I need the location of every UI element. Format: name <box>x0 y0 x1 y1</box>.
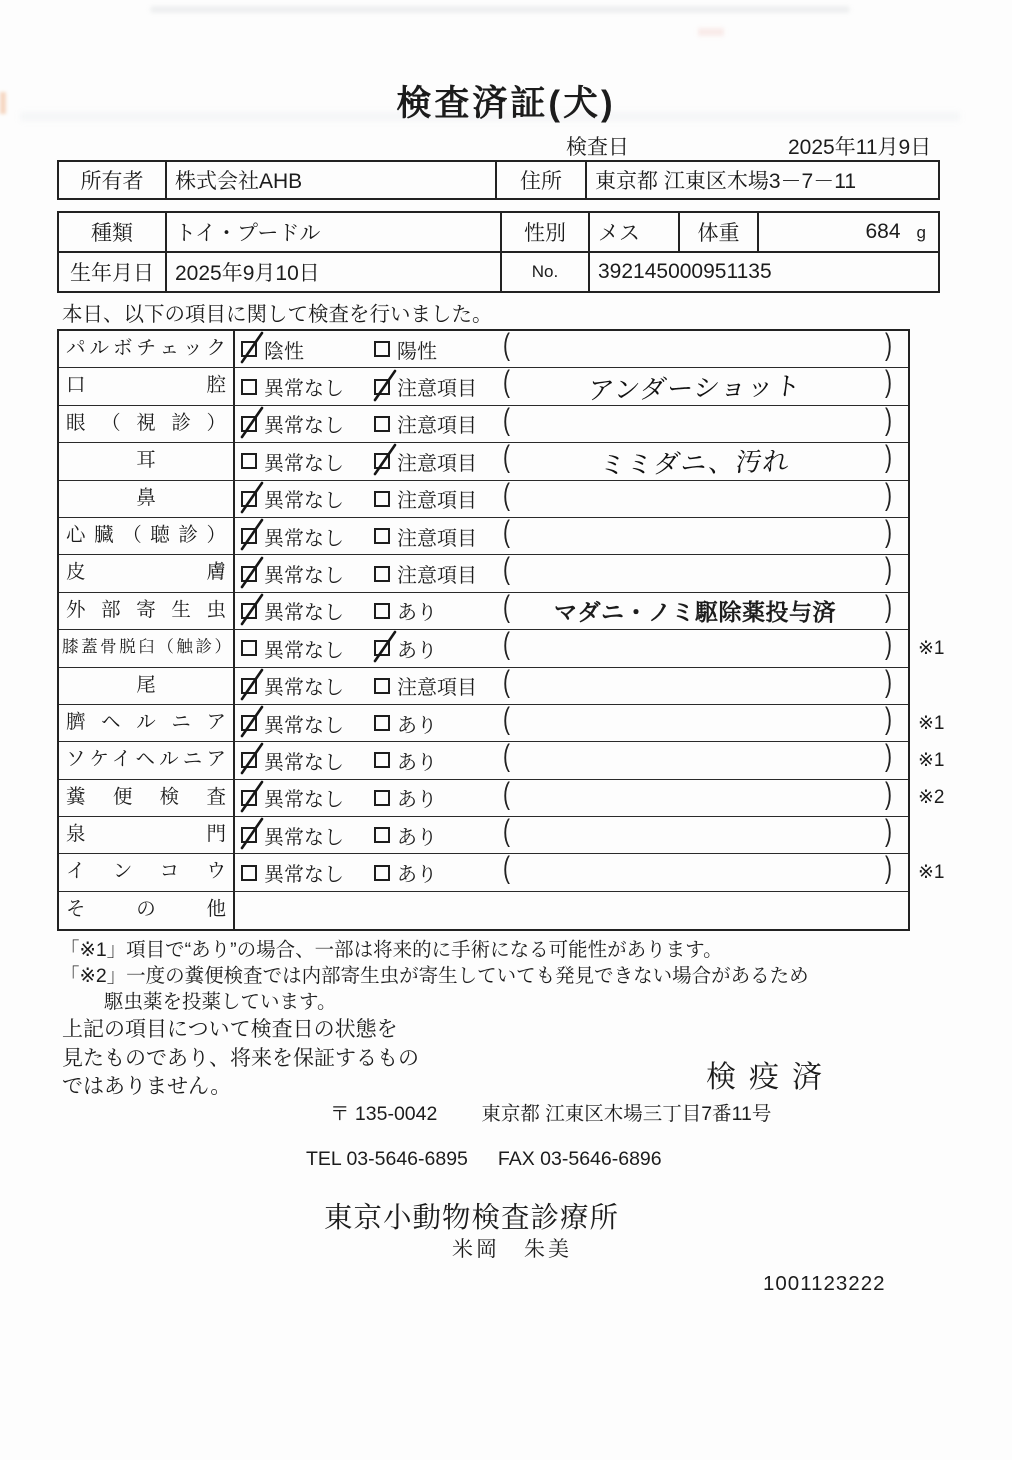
checklist-row <box>59 403 908 443</box>
address-value: 東京都 江東区木場3－7－11 <box>586 161 939 199</box>
checkbox-checked-icon <box>241 678 257 694</box>
inspection-date-value: 2025年11月9日 <box>788 136 932 159</box>
quarantine-passed-stamp: 検疫済 <box>706 1061 835 1094</box>
checkbox-option <box>241 817 344 853</box>
postal-code: 〒 135-0042 <box>330 1103 438 1125</box>
close-paren: ) <box>885 702 892 736</box>
checklist-row <box>59 478 908 518</box>
checkbox-checked-icon <box>241 528 257 544</box>
checklist-row <box>59 777 945 817</box>
open-paren: ( <box>503 702 510 736</box>
open-paren: ( <box>503 552 510 587</box>
scan-streak-artifact <box>150 6 850 13</box>
checkbox-checked-icon <box>374 379 390 395</box>
option-label: 異常なし <box>264 826 344 849</box>
checklist-row <box>59 440 908 480</box>
checkbox-option <box>241 854 344 890</box>
open-paren: ( <box>503 777 510 811</box>
checkbox-unchecked-icon <box>241 865 257 881</box>
row-label: 心臓（聴診） <box>59 518 235 554</box>
checklist-row <box>59 702 945 742</box>
option-label: 注意項目 <box>397 415 477 438</box>
option-label: 異常なし <box>264 452 344 475</box>
row-content <box>235 552 908 591</box>
checkbox-option <box>241 481 344 517</box>
open-paren: ( <box>503 590 510 624</box>
checkbox-option <box>241 668 344 704</box>
close-paren: ) <box>885 552 892 587</box>
close-paren: ) <box>885 627 892 662</box>
clinic-address <box>330 1098 771 1126</box>
checkbox-unchecked-icon <box>374 752 390 768</box>
checkbox-checked-icon <box>241 416 257 432</box>
clinic-name: 東京小動物検査診療所 <box>324 1202 620 1234</box>
checkbox-option <box>241 443 344 479</box>
row-label: 眼（視診） <box>59 406 235 442</box>
row-label: 鼻 <box>59 481 235 517</box>
checkbox-checked-icon <box>241 491 257 507</box>
checkbox-option <box>374 481 477 517</box>
open-paren: ( <box>503 403 510 437</box>
number-value: 392145000951135 <box>589 252 939 292</box>
open-paren: ( <box>503 365 510 400</box>
checkbox-option <box>374 518 477 554</box>
checkbox-checked-icon <box>241 566 257 582</box>
option-label: 異常なし <box>264 751 344 774</box>
option-label: 注意項目 <box>397 677 477 700</box>
checkbox-checked-icon <box>241 827 257 843</box>
fax-number: FAX 03-5646-6896 <box>497 1148 662 1170</box>
row-content <box>235 892 908 929</box>
printed-note: マダニ・ノミ駆除薬投与済 <box>554 599 836 626</box>
open-paren: ( <box>503 665 510 699</box>
close-paren: ) <box>885 478 892 512</box>
checkbox-option <box>374 555 477 591</box>
checkbox-option <box>241 630 344 666</box>
row-label: 口腔 <box>59 368 235 404</box>
footnote-1: 「※1」項目で“あり”の場合、一部は将来的に手術になる可能性があります。 <box>60 939 723 961</box>
disclaimer-line: 上記の項目について検査日の状態を <box>62 1018 398 1041</box>
checklist-row <box>59 627 945 667</box>
option-label: 異常なし <box>264 677 344 700</box>
checkbox-option <box>374 630 437 666</box>
footnote-mark: ※1 <box>918 749 945 771</box>
open-paren: ( <box>503 515 510 549</box>
inspection-date-label: 検査日 <box>566 136 629 159</box>
open-paren: ( <box>503 627 510 662</box>
weight-label: 体重 <box>679 212 758 252</box>
footnote-2: 「※2」一度の糞便検査では内部寄生虫が寄生していても発見できない場合があるため <box>60 965 809 987</box>
checkbox-option <box>374 593 437 629</box>
address-label: 住所 <box>496 161 586 199</box>
row-label: パルボチェック <box>59 331 235 367</box>
checkbox-unchecked-icon <box>241 453 257 469</box>
checkbox-option <box>241 368 344 404</box>
row-content <box>235 739 908 778</box>
option-label: 異常なし <box>264 527 344 550</box>
option-label: 陽性 <box>397 340 437 363</box>
checkbox-option <box>374 742 437 778</box>
checklist-table <box>57 328 945 931</box>
row-content <box>235 365 908 406</box>
clinic-contact <box>306 1148 662 1171</box>
checkbox-unchecked-icon <box>374 678 390 694</box>
option-label: 異常なし <box>264 714 344 737</box>
checklist-row <box>59 665 908 705</box>
checklist-row <box>59 328 908 368</box>
weight-unit: g <box>916 223 926 242</box>
checkbox-checked-icon <box>374 453 390 469</box>
checkbox-option <box>241 406 344 442</box>
footnote-mark: ※1 <box>918 712 945 734</box>
table-row <box>58 252 939 292</box>
close-paren: ) <box>885 814 892 849</box>
row-content <box>235 403 908 442</box>
row-content <box>235 665 908 704</box>
option-label: 異常なし <box>264 378 344 401</box>
page-title: 検査済証(犬) <box>396 84 616 123</box>
option-label: 異常なし <box>264 639 344 662</box>
option-label: あり <box>397 714 437 737</box>
pet-info-table <box>57 211 940 293</box>
checkbox-checked-icon <box>241 715 257 731</box>
close-paren: ) <box>885 852 892 886</box>
checkbox-option <box>374 854 437 890</box>
close-paren: ) <box>885 665 892 699</box>
table-row <box>58 212 939 252</box>
open-paren: ( <box>503 440 510 475</box>
row-content <box>235 440 908 480</box>
row-content <box>235 814 908 853</box>
checkbox-option <box>374 668 477 704</box>
close-paren: ) <box>885 440 892 475</box>
checkbox-unchecked-icon <box>241 379 257 395</box>
option-label: あり <box>397 789 437 812</box>
close-paren: ) <box>885 739 892 774</box>
option-label: 陰性 <box>264 340 304 363</box>
option-label: 異常なし <box>264 789 344 812</box>
row-content <box>235 590 908 629</box>
option-label: あり <box>397 864 437 887</box>
row-label: 外部寄生虫 <box>59 593 235 629</box>
close-paren: ) <box>885 777 892 811</box>
checklist-row <box>59 814 908 854</box>
tel-number: TEL 03-5646-6895 <box>306 1148 468 1170</box>
number-label: No. <box>501 252 589 292</box>
table-row <box>58 161 939 199</box>
weight-value: 684 <box>865 220 901 243</box>
scan-speck-artifact <box>698 28 724 36</box>
row-label: ソケイヘルニア <box>59 742 235 778</box>
checkbox-checked-icon <box>374 640 390 656</box>
checkbox-unchecked-icon <box>374 865 390 881</box>
checkbox-unchecked-icon <box>241 640 257 656</box>
checkbox-unchecked-icon <box>374 566 390 582</box>
checkbox-option <box>374 817 437 853</box>
footnote-mark: ※1 <box>918 637 945 659</box>
row-label: 泉門 <box>59 817 235 853</box>
row-content <box>235 702 908 741</box>
row-label: 尾 <box>59 668 235 704</box>
footnote-2-continued: 駆虫薬を投薬しています。 <box>104 991 337 1013</box>
option-label: 注意項目 <box>397 378 477 401</box>
checklist-row <box>59 552 908 592</box>
row-content <box>235 328 908 367</box>
row-content <box>235 777 908 816</box>
row-label: 糞便検査 <box>59 780 235 816</box>
checkbox-option <box>241 331 304 367</box>
open-paren: ( <box>503 328 510 362</box>
row-content <box>235 627 908 666</box>
checkbox-option <box>374 780 437 816</box>
checkbox-checked-icon <box>241 341 257 357</box>
checklist-row <box>59 365 908 406</box>
checkbox-option <box>241 593 344 629</box>
option-label: 異常なし <box>264 490 344 513</box>
open-paren: ( <box>503 852 510 886</box>
checklist-row <box>59 892 908 929</box>
option-label: あり <box>397 639 437 662</box>
checkbox-unchecked-icon <box>374 491 390 507</box>
option-label: あり <box>397 602 437 625</box>
sex-value: メス <box>589 212 679 252</box>
checkbox-unchecked-icon <box>374 715 390 731</box>
option-label: 注意項目 <box>397 490 477 513</box>
row-label: 皮膚 <box>59 555 235 591</box>
breed-value: トイ・プードル <box>166 212 501 252</box>
disclaimer-text <box>62 1016 419 1102</box>
checkbox-option <box>374 406 477 442</box>
open-paren: ( <box>503 814 510 849</box>
checkbox-option <box>241 555 344 591</box>
birthdate-label: 生年月日 <box>58 252 166 292</box>
intro-sentence: 本日、以下の項目に関して検査を行いました。 <box>62 303 493 326</box>
disclaimer-line: 見たものであり、将来を保証するもの <box>62 1046 419 1070</box>
close-paren: ) <box>885 365 892 400</box>
checkbox-option <box>241 742 344 778</box>
checkbox-option <box>374 331 437 367</box>
checkbox-checked-icon <box>241 603 257 619</box>
row-label: 臍ヘルニア <box>59 705 235 741</box>
disclaimer-line: ではありません。 <box>62 1075 232 1098</box>
row-label: インコウ <box>59 854 235 890</box>
checkbox-option <box>374 705 437 741</box>
checkbox-option <box>241 705 344 741</box>
street-address: 東京都 江東区木場三丁目7番11号 <box>481 1103 772 1125</box>
checkbox-checked-icon <box>241 790 257 806</box>
serial-number: 1001123222 <box>763 1272 886 1295</box>
open-paren: ( <box>503 739 510 774</box>
checkbox-option <box>374 443 477 479</box>
option-label: あり <box>397 826 437 849</box>
checkbox-unchecked-icon <box>374 341 390 357</box>
option-label: 注意項目 <box>397 565 477 588</box>
option-label: あり <box>397 751 437 774</box>
checkbox-unchecked-icon <box>374 827 390 843</box>
row-label: 膝蓋骨脱臼（触診） <box>59 630 235 666</box>
row-label: その他 <box>59 892 235 929</box>
checklist-row <box>59 515 908 555</box>
veterinarian-name: 米岡 朱美 <box>452 1238 572 1261</box>
row-content <box>235 515 908 554</box>
handwritten-note: アンダーショット <box>586 370 804 406</box>
close-paren: ) <box>885 590 892 624</box>
checkbox-option <box>241 780 344 816</box>
checkbox-option <box>374 368 477 404</box>
row-label: 耳 <box>59 443 235 479</box>
checkbox-unchecked-icon <box>374 528 390 544</box>
row-content <box>235 478 908 517</box>
footnote-mark: ※2 <box>918 787 945 809</box>
checkbox-checked-icon <box>241 752 257 768</box>
checkbox-option <box>241 518 344 554</box>
checkbox-unchecked-icon <box>374 416 390 432</box>
birthdate-value: 2025年9月10日 <box>166 252 501 292</box>
checklist-row <box>59 739 945 779</box>
owner-label: 所有者 <box>58 161 166 199</box>
option-label: 注意項目 <box>397 527 477 550</box>
handwritten-note: ミミダニ、汚れ <box>597 445 792 480</box>
row-content <box>235 854 908 890</box>
option-label: 異常なし <box>264 415 344 438</box>
breed-label: 種類 <box>58 212 166 252</box>
checklist-row <box>59 852 945 891</box>
close-paren: ) <box>885 328 892 362</box>
option-label: 注意項目 <box>397 452 477 475</box>
footnotes <box>60 937 809 1015</box>
footnote-mark: ※1 <box>918 862 945 884</box>
sex-label: 性別 <box>501 212 589 252</box>
owner-value: 株式会社AHB <box>166 161 496 199</box>
option-label: 異常なし <box>264 565 344 588</box>
checkbox-unchecked-icon <box>374 790 390 806</box>
option-label: 異常なし <box>264 602 344 625</box>
close-paren: ) <box>885 403 892 437</box>
open-paren: ( <box>503 478 510 512</box>
weight-cell <box>758 212 939 252</box>
checklist-row <box>59 590 908 630</box>
option-label: 異常なし <box>264 864 344 887</box>
checkbox-unchecked-icon <box>374 603 390 619</box>
close-paren: ) <box>885 515 892 549</box>
owner-table <box>57 160 940 200</box>
